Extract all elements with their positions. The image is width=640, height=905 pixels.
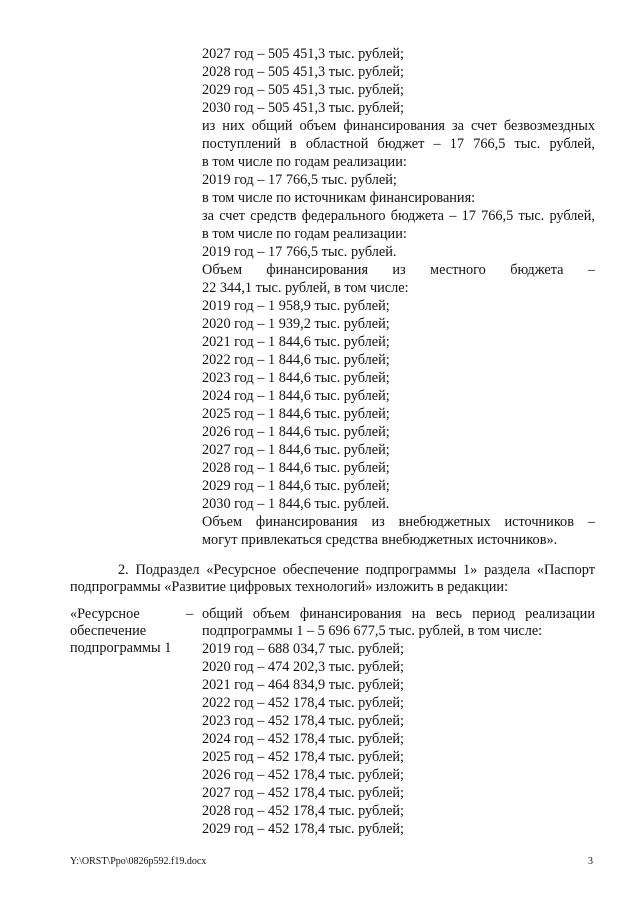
text-line: 2028 год – 505 451,3 тыс. рублей; xyxy=(202,64,405,80)
resource-label xyxy=(70,606,190,657)
text-line: Объем финансирования из внебюджетных источников – xyxy=(202,514,595,530)
text-line: 2030 год – 1 844,6 тыс. рублей. xyxy=(202,496,390,512)
text-line: 2026 год – 1 844,6 тыс. рублей; xyxy=(202,424,390,440)
text-line: 2023 год – 452 178,4 тыс. рублей; xyxy=(202,713,405,729)
text-line: 2024 год – 452 178,4 тыс. рублей; xyxy=(202,731,405,747)
page-number: 3 xyxy=(588,856,593,867)
text-line: 2027 год – 452 178,4 тыс. рублей; xyxy=(202,785,405,801)
text-line: 2024 год – 1 844,6 тыс. рублей; xyxy=(202,388,390,404)
text-line: 2019 год – 688 034,7 тыс. рублей; xyxy=(202,641,405,657)
text-line: за счет средств федерального бюджета – 17 766,5 тыс. рублей, xyxy=(202,208,595,224)
text-line: общий объем финансирования на весь период реализации xyxy=(202,606,595,622)
paragraph-line: подпрограммы «Развитие цифровых технологий» изложить в редакции: xyxy=(70,579,509,595)
label-line: подпрограммы 1 xyxy=(70,640,172,656)
text-line: 2019 год – 17 766,5 тыс. рублей. xyxy=(202,244,397,260)
text-line: в том числе по источникам финансирования: xyxy=(202,190,476,206)
label-line: обеспечение xyxy=(70,623,147,639)
text-line: Объем финансирования из местного бюджета – xyxy=(202,262,595,278)
text-line: 2029 год – 452 178,4 тыс. рублей; xyxy=(202,821,405,837)
text-line: 2022 год – 1 844,6 тыс. рублей; xyxy=(202,352,390,368)
text-line: 2029 год – 505 451,3 тыс. рублей; xyxy=(202,82,405,98)
text-line: 2026 год – 452 178,4 тыс. рублей; xyxy=(202,767,405,783)
label-dash: – xyxy=(186,606,194,622)
text-line: 2019 год – 1 958,9 тыс. рублей; xyxy=(202,298,390,314)
text-line: 2022 год – 452 178,4 тыс. рублей; xyxy=(202,695,405,711)
text-line: 2028 год – 452 178,4 тыс. рублей; xyxy=(202,803,405,819)
text-line: 2028 год – 1 844,6 тыс. рублей; xyxy=(202,460,390,476)
text-line: 2025 год – 1 844,6 тыс. рублей; xyxy=(202,406,390,422)
amendment-paragraph xyxy=(70,562,595,596)
file-path-footer: Y:\ORST\Ppo\0826p592.f19.docx xyxy=(70,856,207,867)
text-line: 2027 год – 1 844,6 тыс. рублей; xyxy=(202,442,390,458)
text-line: в том числе по годам реализации: xyxy=(202,226,407,242)
text-line: 2021 год – 464 834,9 тыс. рублей; xyxy=(202,677,405,693)
text-line: 2021 год – 1 844,6 тыс. рублей; xyxy=(202,334,390,350)
text-line: 22 344,1 тыс. рублей, в том числе: xyxy=(202,280,409,296)
paragraph-line: 2. Подраздел «Ресурсное обеспечение подпрограммы 1» раздела «Паспорт xyxy=(118,562,595,578)
text-line: 2020 год – 474 202,3 тыс. рублей; xyxy=(202,659,405,675)
text-line: 2023 год – 1 844,6 тыс. рублей; xyxy=(202,370,390,386)
text-line: 2029 год – 1 844,6 тыс. рублей; xyxy=(202,478,390,494)
text-line: 2020 год – 1 939,2 тыс. рублей; xyxy=(202,316,390,332)
text-line: 2030 год – 505 451,3 тыс. рублей; xyxy=(202,100,405,116)
text-line: поступлений в областной бюджет – 17 766,5 тыс. рублей, xyxy=(202,136,595,152)
text-line: могут привлекаться средства внебюджетных источников». xyxy=(202,532,558,548)
text-line: 2025 год – 452 178,4 тыс. рублей; xyxy=(202,749,405,765)
text-line: 2019 год – 17 766,5 тыс. рублей; xyxy=(202,172,397,188)
text-line: из них общий объем финансирования за счет безвозмездных xyxy=(202,118,595,134)
text-line: 2027 год – 505 451,3 тыс. рублей; xyxy=(202,46,405,62)
text-line: в том числе по годам реализации: xyxy=(202,154,407,170)
label-line: «Ресурсное xyxy=(70,606,140,622)
text-line: подпрограммы 1 – 5 696 677,5 тыс. рублей, в том числе: xyxy=(202,623,543,639)
